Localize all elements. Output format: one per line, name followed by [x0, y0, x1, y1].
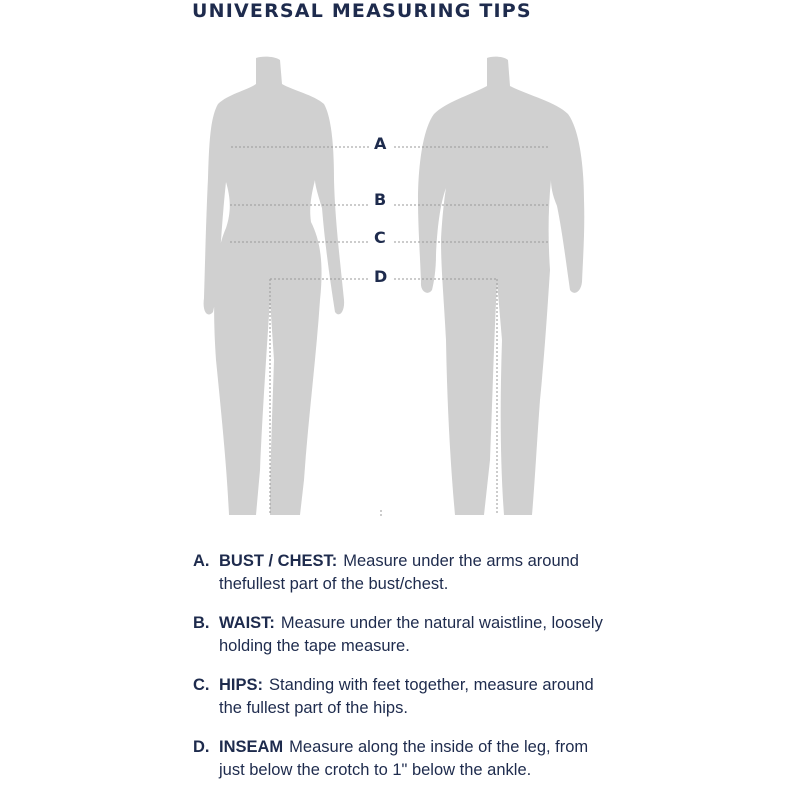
tip-description-line1: Measure under the arms around [343, 552, 579, 570]
tip-name: HIPS: [219, 676, 264, 694]
tip-inseam [193, 736, 633, 782]
tip-letter: A. [193, 552, 210, 570]
measuring-tips-list [193, 550, 633, 798]
tip-letter: B. [193, 614, 210, 632]
tip-name: INSEAM [219, 738, 284, 756]
tip-description-line1: Measure along the inside of the leg, from [289, 738, 589, 756]
marker-a: A [374, 134, 387, 153]
tip-letter: D. [193, 738, 210, 756]
female-silhouette [204, 57, 345, 515]
tip-description-line1: Measure under the natural waistline, loosely [280, 614, 603, 632]
tip-description-line2: holding the tape measure. [219, 637, 410, 655]
tip-description-line2: thefullest part of the bust/chest. [219, 575, 449, 593]
marker-d: D [374, 267, 388, 286]
tip-description-line2: just below the crotch to 1" below the ankle. [219, 761, 532, 779]
tip-name: WAIST: [219, 614, 275, 632]
tip-name: BUST / CHEST: [219, 552, 338, 570]
tip-description-line2: the fullest part of the hips. [219, 699, 408, 717]
tip-hips [193, 674, 633, 720]
tip-letter: C. [193, 676, 210, 694]
marker-b: B [374, 190, 387, 209]
tip-waist [193, 612, 633, 658]
marker-c: C [374, 228, 386, 247]
male-silhouette [418, 57, 584, 515]
tip-bust-chest [193, 550, 633, 596]
page-title: UNIVERSAL MEASURING TIPS [192, 0, 532, 22]
tip-description-line1: Standing with feet together, measure around [269, 676, 594, 694]
